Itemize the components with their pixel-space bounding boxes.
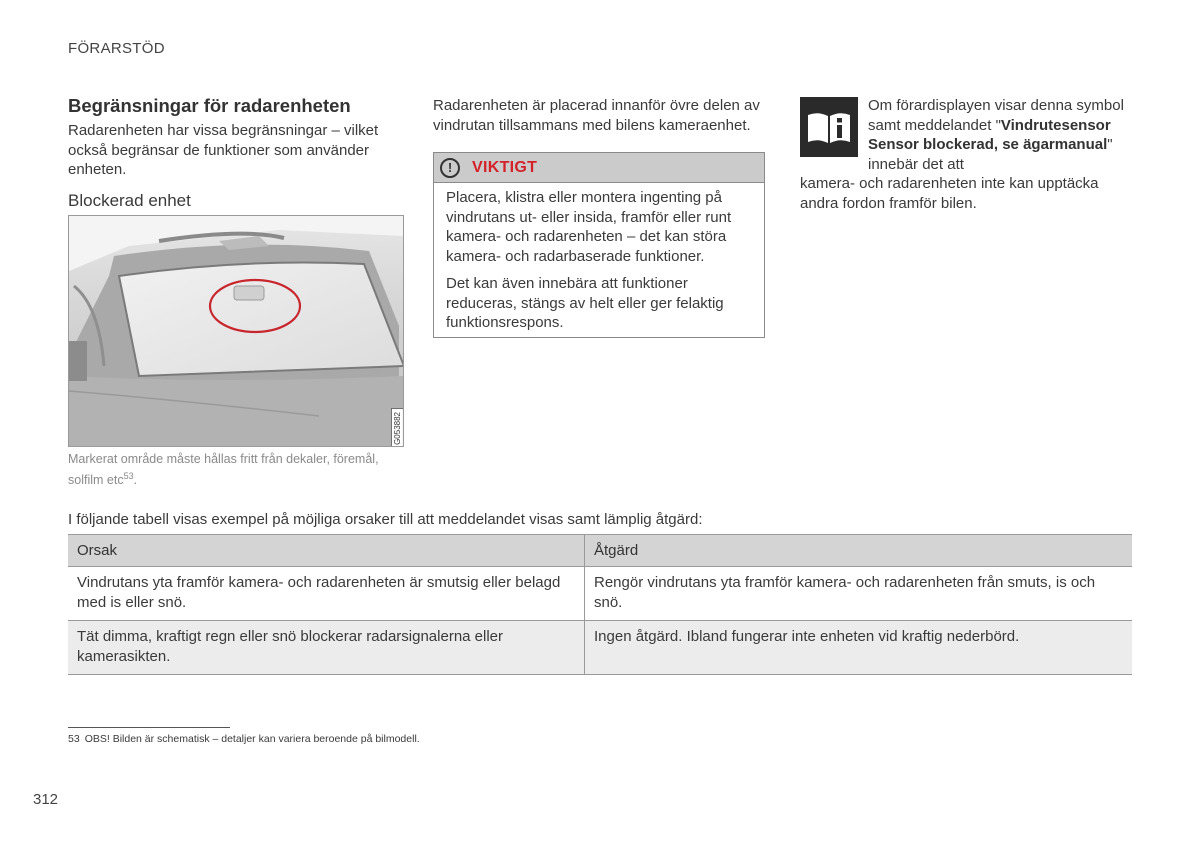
placement-paragraph: Radarenheten är placerad innanför övre delen av vindrutan tillsammans med bilens kameraenhet. [433, 97, 760, 134]
notice-title: VIKTIGT [472, 158, 538, 176]
notice-paragraph-1: Placera, klistra eller montera ingenting på vindrutans ut- eller insida, framför eller runt kamera- och radarenheten – det kan störa kamera- och radarbaserade funktioner. [446, 189, 732, 265]
symbol-explanation-bottom: kamera- och radarenheten inte kan upptäcka andra fordon framför bilen. [800, 175, 1099, 212]
windshield-illustration [68, 215, 404, 447]
page-number: 312 [33, 791, 59, 808]
section-heading: Begränsningar för radarenheten [68, 95, 351, 116]
quote-open: " [995, 116, 1001, 134]
table-cell-cause: Vindrutans yta framför kamera- och radarenheten är smutsig eller belagd med is eller snö. [68, 567, 585, 621]
table-row [68, 567, 1132, 621]
important-notice-box [433, 152, 765, 338]
footnote-divider [68, 727, 230, 728]
footnote [68, 733, 420, 745]
intro-paragraph: Radarenheten har vissa begränsningar – vilket också begränsar de funktioner som använder enheten. [68, 122, 379, 178]
car-windshield-image [69, 216, 403, 446]
book-info-icon [800, 97, 858, 157]
column-header-cause: Orsak [68, 535, 585, 567]
footnote-number: 53 [68, 733, 80, 745]
figure-code: G053882 [391, 408, 404, 447]
symbol-text-1: Om förardisplayen visar denna symbol samt meddelandet [868, 97, 1124, 134]
footnote-text: OBS! Bilden är schematisk – detaljer kan variera beroende på bilmodell. [84, 733, 420, 745]
subheading-blocked-unit: Blockerad enhet [68, 191, 191, 210]
notice-header [434, 153, 764, 183]
quote-close: " [1107, 136, 1113, 153]
symbol-text-2a: innebär det att [868, 155, 964, 173]
table-cell-action: Rengör vindrutans yta framför kamera- och radarenheten från smuts, is och snö. [585, 567, 1133, 621]
owners-manual-icon [800, 97, 858, 157]
exclamation-icon: ! [440, 158, 460, 178]
figure-caption: Markerat område måste hållas fritt från dekaler, föremål, solfilm etc$^{53}$. [68, 452, 379, 488]
column-header-action: Åtgärd [585, 535, 1133, 567]
notice-body [434, 183, 764, 333]
table-cell-action: Ingen åtgärd. Ibland fungerar inte enheten vid kraftig nederbörd. [585, 621, 1133, 675]
table-row [68, 621, 1132, 675]
symbol-explanation-top [868, 96, 1138, 174]
blocked-sensor-message: Vindrutesensor Sensor blockerad, se ägarmanual [868, 116, 1111, 153]
caption-text: Markerat område måste hållas fritt från dekaler, föremål, solfilm etc [68, 452, 379, 488]
table-header-row [68, 535, 1132, 567]
section-header: FÖRARSTÖD [68, 40, 165, 57]
notice-paragraph-2: Det kan även innebära att funktioner reduceras, stängs av helt eller ger felaktig funktionsrespons. [446, 275, 724, 331]
caption-footnote-ref: 53 [123, 471, 134, 481]
causes-actions-table [68, 534, 1132, 675]
table-cell-cause: Tät dimma, kraftigt regn eller snö blockerar radarsignalerna eller kamerasikten. [68, 621, 585, 675]
table-intro: I följande tabell visas exempel på möjliga orsaker till att meddelandet visas samt lämplig åtgärd: [68, 511, 703, 528]
